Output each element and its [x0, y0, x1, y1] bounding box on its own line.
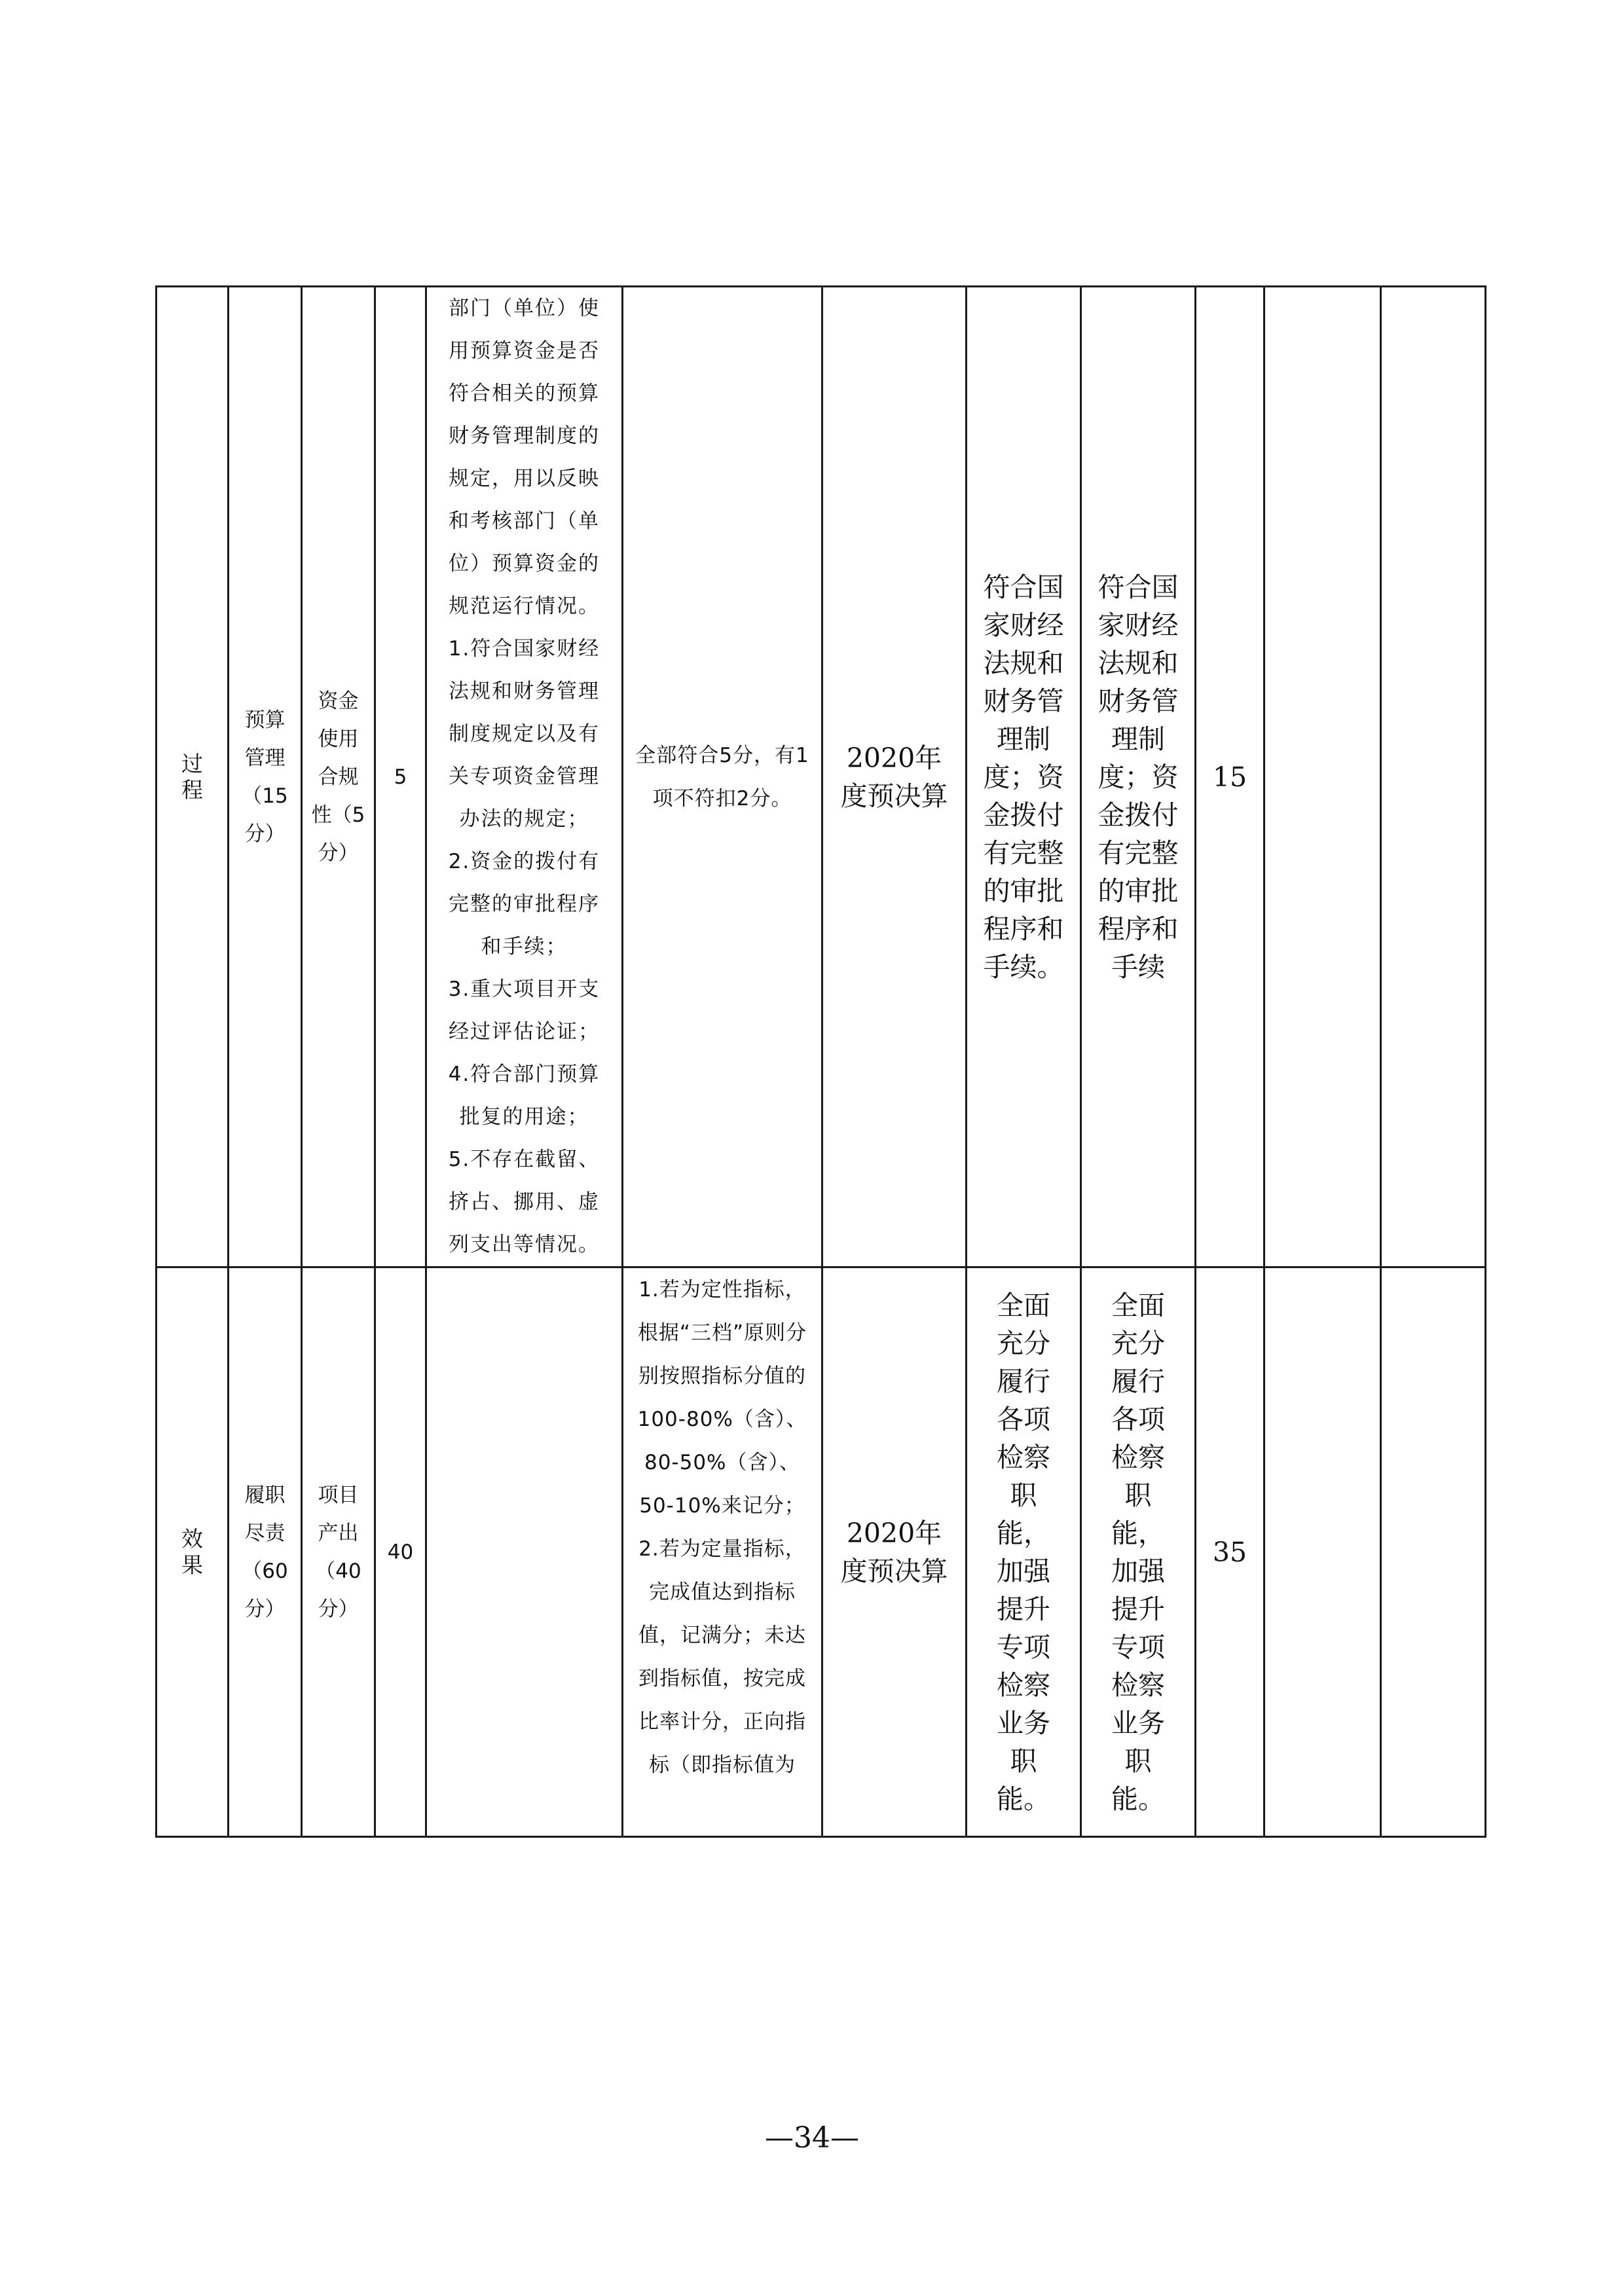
weight-cell: 40 — [375, 1267, 426, 1837]
empty-cell — [1381, 287, 1486, 1267]
criteria-text: 部门（单位）使用预算资金是否符合相关的预算财务管理制度的规定，用以反映和考核部门（单位）预算资金的规范运行情况。 1.符合国家财经法规和财务管理制度规定以及有关专项资金管理办法的规定； 2.资金的拨付有完整的审批程序和手续； 3.重大项目开支经过评估论证； 4.符合部门预算批复的用途； 5.不存在截留、挤占、挪用、虚列支出等情况。 — [448, 297, 600, 1256]
criteria-cell — [426, 1267, 623, 1837]
criteria-cell — [426, 287, 623, 1267]
empty-cell — [1264, 1267, 1381, 1837]
table-row — [157, 287, 1486, 1267]
page-number: —34— — [765, 2121, 859, 2155]
weight-cell: 5 — [375, 287, 426, 1267]
source-cell: 2020年度预决算 — [822, 1267, 967, 1837]
empty-cell — [1264, 287, 1381, 1267]
source-cell: 2020年度预决算 — [822, 287, 967, 1267]
table-row — [157, 1267, 1486, 1837]
score-cell: 35 — [1196, 1267, 1264, 1837]
level1-cell: 效果 — [157, 1267, 229, 1837]
level2-cell: 预算管理（15分） — [229, 287, 302, 1267]
standard-text: 全部符合5分，有1项不符扣2分。 — [635, 743, 809, 811]
evaluation-table — [155, 285, 1486, 1838]
review-cell: 符合国家财经法规和财务管理制度；资金拨付有完整的审批程序和手续 — [1081, 287, 1196, 1267]
empty-cell — [1381, 1267, 1486, 1837]
review-cell: 全面充分履行各项检察职能，加强提升专项检察业务职能。 — [1081, 1267, 1196, 1837]
level2-cell: 履职尽责（60分） — [229, 1267, 302, 1837]
standard-cell — [623, 287, 822, 1267]
self-eval-cell: 符合国家财经法规和财务管理制度；资金拨付有完整的审批程序和手续。 — [967, 287, 1081, 1267]
score-cell: 15 — [1196, 287, 1264, 1267]
level3-cell: 资金使用合规性（5分） — [302, 287, 375, 1267]
level1-cell: 过程 — [157, 287, 229, 1267]
standard-cell — [623, 1267, 822, 1837]
level3-cell: 项目产出（40分） — [302, 1267, 375, 1837]
standard-text: 1.若为定性指标，根据“三档”原则分别按照指标分值的100-80%（含）、80-50%（含）、50-10%来记分； 2.若为定量指标，完成值达到指标值，记满分；未达到指标值，按完成比率计分，正向指标（即指标值为 — [637, 1278, 807, 1777]
self-eval-cell: 全面充分履行各项检察职能，加强提升专项检察业务职能。 — [967, 1267, 1081, 1837]
